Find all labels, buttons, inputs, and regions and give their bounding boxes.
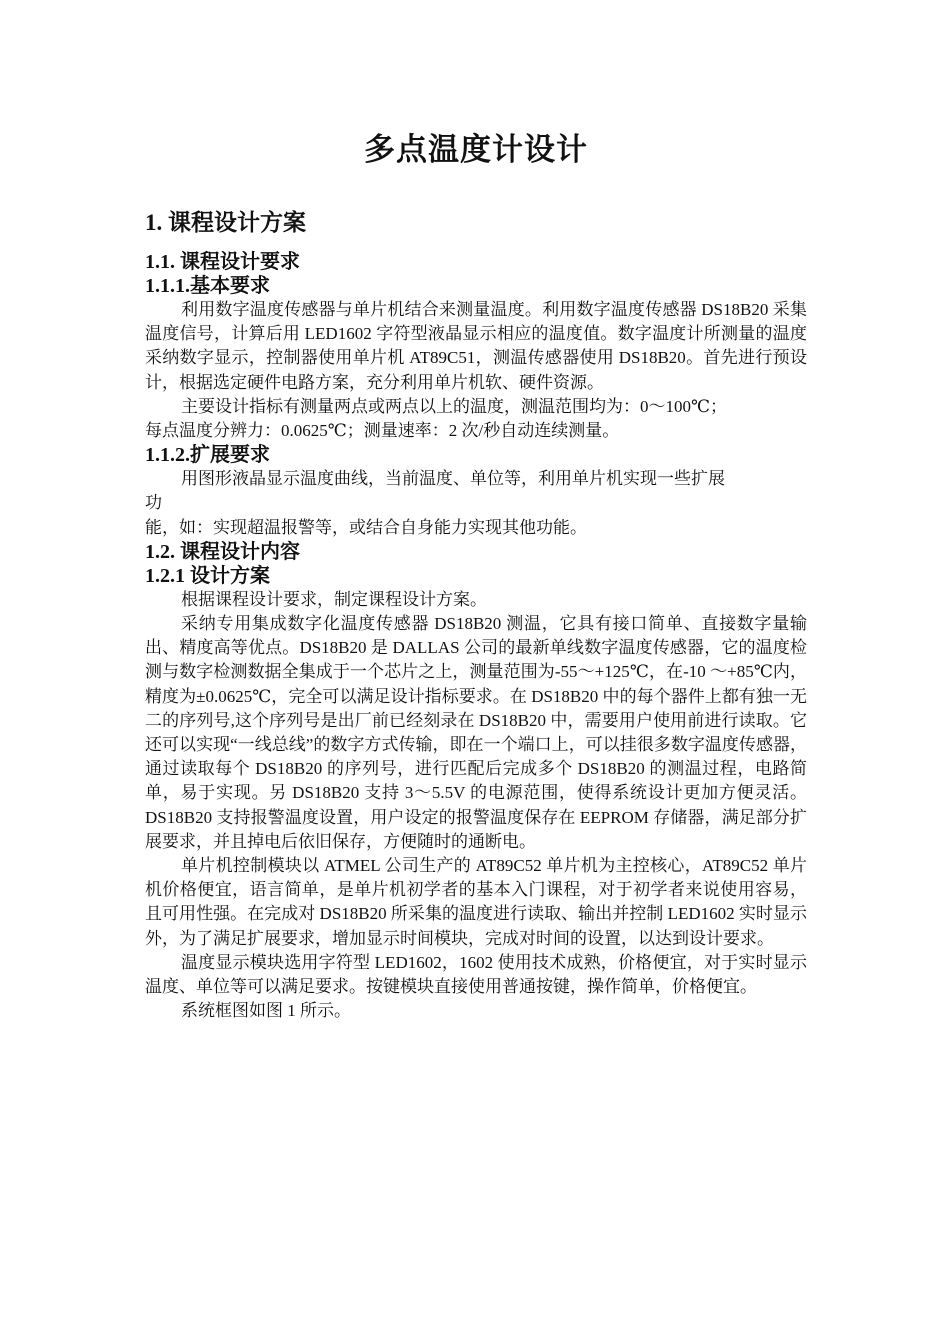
section-heading-1: 1. 课程设计方案: [145, 210, 306, 235]
section-heading-1-1: 1.1. 课程设计要求: [145, 251, 300, 273]
paragraph-design-specs-line1: 主要设计指标有测量两点或两点以上的温度，测温范围均为：0～100℃；: [181, 396, 728, 416]
paragraph-design-specs-line2: 每点温度分辨力：0.0625℃；测量速率：2 次/秒自动连续测量。: [145, 421, 620, 441]
section-heading-1-1-1: 1.1.1.基本要求: [145, 275, 270, 297]
section-heading-1-1-2: 1.1.2.扩展要求: [145, 444, 270, 467]
document-body: [145, 250, 807, 1023]
section-heading-1-2: 1.2. 课程设计内容: [145, 540, 300, 563]
paragraph-display-description: 温度显示模块选用字符型 LED1602，1602 使用技术成熟，价格便宜，对于实时显示温度、单位等可以满足要求。按键模块直接使用普通按键，操作简单，价格便宜。: [145, 952, 807, 997]
document-title: 多点温度计设计: [364, 132, 588, 167]
paragraph-extended-line3: 能，如：实现超温报警等，或结合自身能力实现其他功能。: [145, 517, 587, 537]
paragraph-extended-line1: 用图形液晶显示温度曲线，当前温度、单位等，利用单片机实现一些扩展: [181, 469, 725, 489]
paragraph-figure-reference: 系统框图如图 1 所示。: [181, 1001, 351, 1021]
paragraph-plan-intro: 根据课程设计要求，制定课程设计方案。: [181, 589, 487, 609]
paragraph-mcu-description: 单片机控制模块以 ATMEL 公司生产的 AT89C52 单片机为主控核心，AT89C52 单片机价格便宜，语言简单，是单片机初学者的基本入门课程，对于初学者来说使用容易，且可用性强。在完成对 DS18B20 所采集的温度进行读取、输出并控制 LED1602 实时显示外，为了满足扩展要求，增加显示时间模块，完成对时间的设置，以达到设计要求。: [145, 856, 807, 948]
section-heading-1-2-1: 1.2.1 设计方案: [145, 564, 270, 587]
paragraph-basic-requirements: 利用数字温度传感器与单片机结合来测量温度。利用数字温度传感器 DS18B20 采集温度信号，计算后用 LED1602 字符型液晶显示相应的温度值。数字温度计所测量的温度采纳数字显示，控制器使用单片机 AT89C51，测温传感器使用 DS18B20。首先进行预设计，根据选定硬件电路方案，充分利用单片机软、硬件资源。: [145, 300, 807, 392]
paragraph-sensor-description: 采纳专用集成数字化温度传感器 DS18B20 测温，它具有接口简单、直接数字量输出、精度高等优点。DS18B20 是 DALLAS 公司的最新单线数字温度传感器，它的温度检测与数字检测数据全集成于一个芯片之上，测量范围为-55～+125℃，在-10 ～+85℃内，精度为±0.0625℃，完全可以满足设计指标要求。在 DS18B20 中的每个器件上都有独一无二的序列号,这个序列号是出厂前已经刻录在 DS18B20 中，需要用户使用前进行读取。它还可以实现“一线总线”的数字方式传输，即在一个端口上，可以挂很多数字温度传感器，通过读取每个 DS18B20 的序列号，进行匹配后完成多个 DS18B20 的测温过程，电路简单，易于实现。另 DS18B20 支持 3～5.5V 的电源范围，使得系统设计更加方便灵活。DS18B20 支持报警温度设置，用户设定的报警温度保存在 EEPROM 存储器，满足部分扩展要求，并且掉电后依旧保存，方便随时的通断电。: [145, 614, 807, 851]
paragraph-extended-line2: 功: [145, 493, 162, 513]
